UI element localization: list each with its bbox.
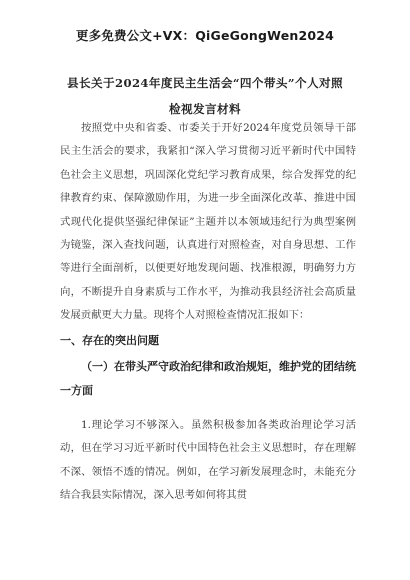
intro-paragraph: 按照党中央和省委、市委关于开好2024年度党员领导干部民主生活会的要求，我紧扣“深入学习贯彻习近平新时代中国特色社会主义思想，巩固深化党纪学习教育成果，综合发挥党的纪律教育约束、保障激励作用，为进一步全面深化改革、推进中国式现代化提供坚强纪律保证”主题并以本领域违纪行为典型案例为镜鉴，深入查找问题，认真进行对照检查，对自身思想、工作等进行全面剖析，以便更好地发现问题、找准根源，明确努力方向，不断提升自身素质与工作水平，为推动我县经济社会高质量发展贡献更大力量。现将个人对照检查情况汇报如下： [60, 122, 356, 322]
watermark-text: 更多免费公文+VX：QiGeGongWen2024 [75, 28, 335, 43]
subsection-heading: （一）在带头严守政治纪律和政治规矩，维护党的团结统一方面 [60, 360, 356, 397]
document-title: 县长关于2024年度民主生活会“四个带头”个人对照检视发言材料 [67, 76, 343, 116]
body-paragraph: 1.理论学习不够深入。虽然积极参加各类政治理论学习活动，但在学习习近平新时代中国特色社会主义思想时，存在理解不深、领悟不透的情况。例如，在学习新发展理念时，未能充分结合我县实际情况，深入思考如何将其贯 [60, 419, 356, 502]
section-heading: 一、存在的突出问题 [60, 334, 159, 347]
